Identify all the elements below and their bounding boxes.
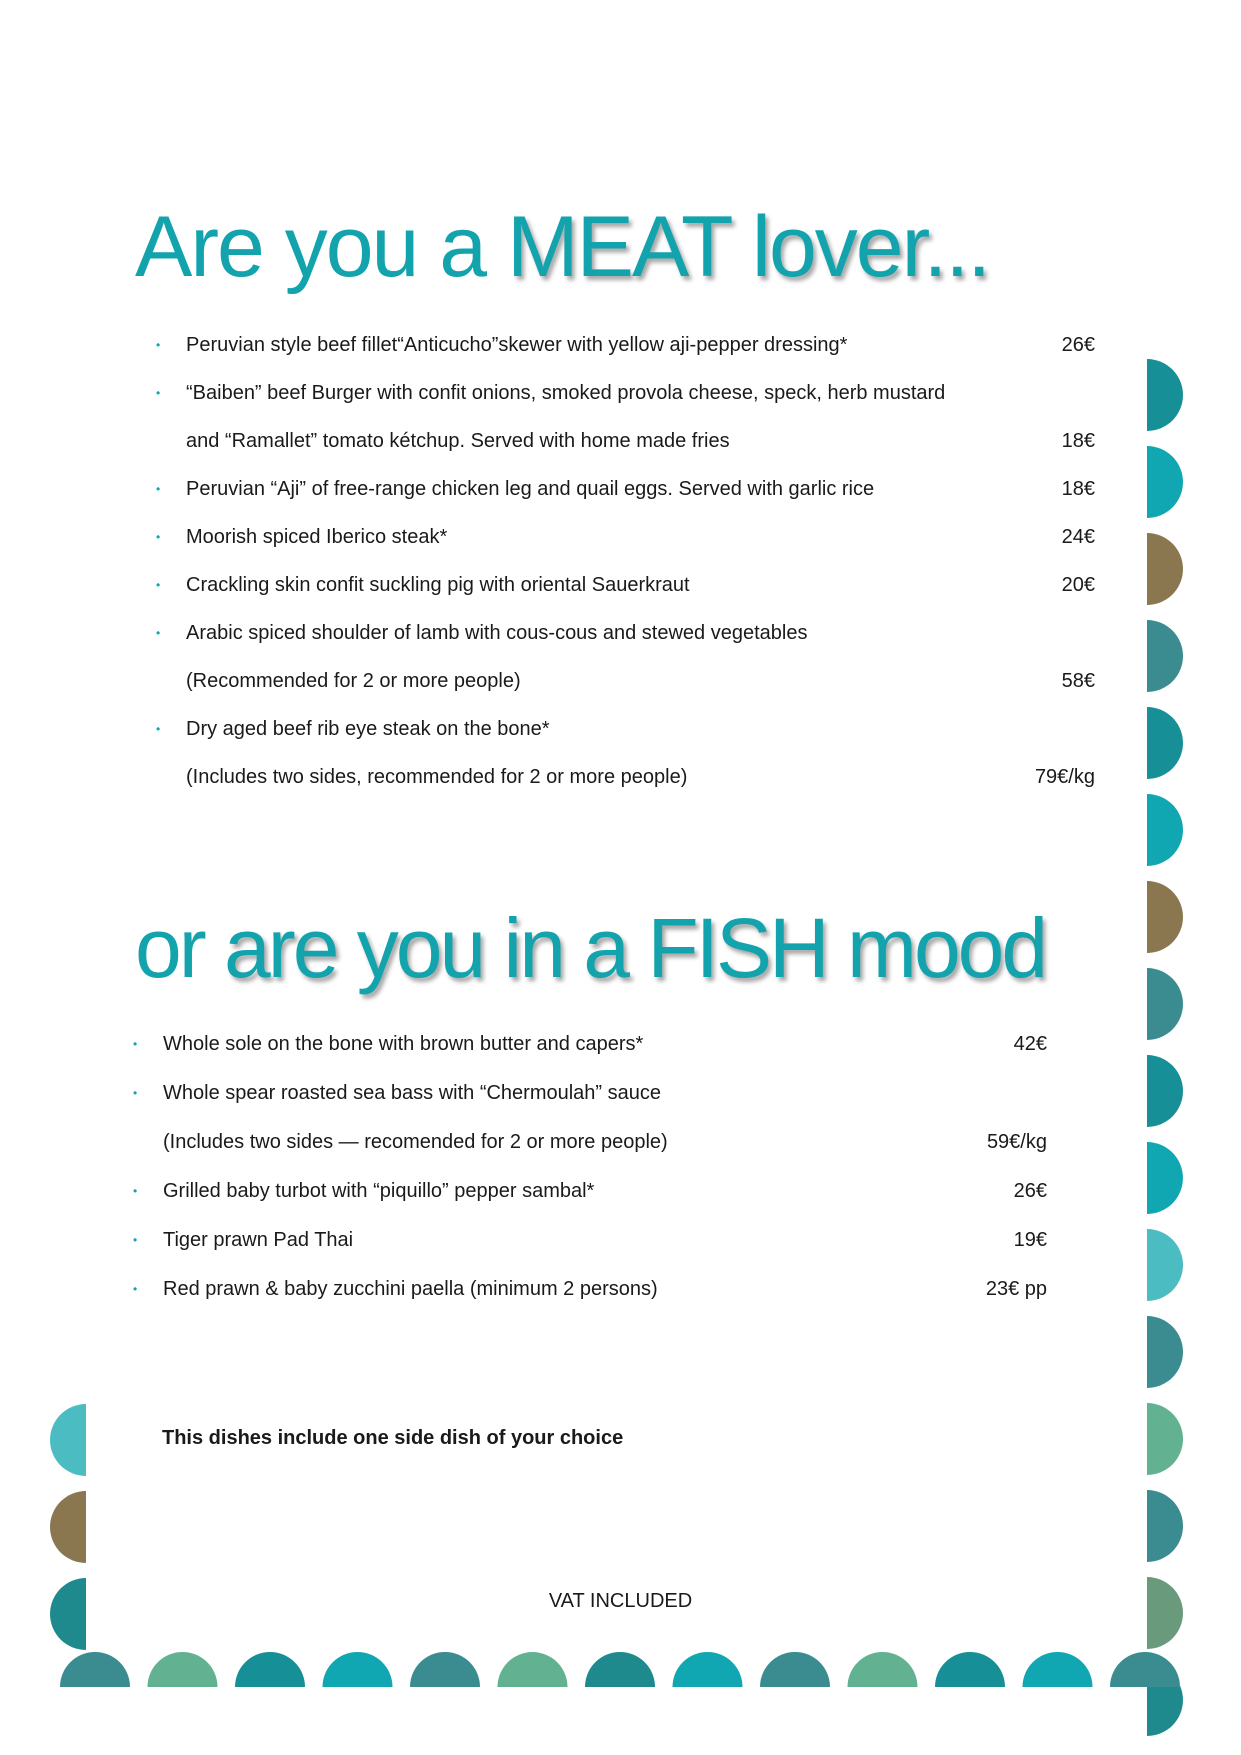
bullet-icon: • [133,1282,138,1296]
decor-half-circle [235,1652,305,1687]
decor-half-circle [1147,968,1183,1040]
menu-item-name: Grilled baby turbot with “piquillo” pepper sambal* [163,1180,595,1202]
decor-half-circle [50,1491,86,1563]
menu-item-name: Peruvian style beef fillet“Anticucho”skewer with yellow aji-pepper dressing* [186,334,848,356]
menu-item-name: (Includes two sides — recomended for 2 or more people) [163,1131,668,1153]
bullet-icon: • [156,578,161,592]
menu-item-price: 24€ [1061,526,1095,548]
meat-title-lead: Are you a [135,199,507,295]
decor-half-circle [1110,1652,1180,1687]
menu-item-price: 58€ [1061,670,1095,692]
menu-item-price: 18€ [1061,430,1095,452]
decor-half-circle [410,1652,480,1687]
decor-half-circle [1147,794,1183,866]
menu-item-name: (Includes two sides, recommended for 2 or more people) [186,766,688,788]
decor-half-circle [1147,1577,1183,1649]
menu-item-name: Peruvian “Aji” of free-range chicken leg and quail eggs. Served with garlic rice [186,478,875,500]
menu-item-name: Crackling skin confit suckling pig with oriental Sauerkraut [186,574,690,596]
menu-item-name: and “Ramallet” tomato kétchup. Served with home made fries [186,430,730,452]
decor-half-circle [1023,1652,1093,1687]
menu-item-name: Dry aged beef rib eye steak on the bone* [186,718,550,740]
bullet-icon: • [156,338,161,352]
bullet-icon: • [156,386,161,400]
side-dish-note: This dishes include one side dish of your choice [162,1427,624,1449]
decor-half-circle [585,1652,655,1687]
menu-item-name: Tiger prawn Pad Thai [163,1229,354,1251]
decor-half-circle [1147,620,1183,692]
decor-half-circle [1147,1142,1183,1214]
decor-half-circle [760,1652,830,1687]
bullet-icon: • [133,1233,138,1247]
decor-half-circle [1147,1055,1183,1127]
decor-half-circle [498,1652,568,1687]
decor-half-circle [1147,446,1183,518]
menu-item-price: 23€ pp [985,1278,1047,1300]
menu-item-price: 59€/kg [986,1131,1047,1153]
fish-title-lead: or [135,901,225,995]
menu-item-name: Moorish spiced Iberico steak* [186,526,448,548]
decor-half-circle [323,1652,393,1687]
menu-item-price: 18€ [1061,478,1095,500]
menu-item-price: 42€ [1013,1033,1047,1055]
bullet-icon: • [133,1086,138,1100]
meat-title-accent: MEAT lover... [507,199,990,295]
bullet-icon: • [133,1037,138,1051]
decor-half-circle [848,1652,918,1687]
menu-item-name: Red prawn & baby zucchini paella (minimum 2 persons) [163,1278,658,1300]
bullet-icon: • [156,626,161,640]
vat-notice: VAT INCLUDED [548,1590,693,1612]
decor-half-circle [50,1404,86,1476]
decor-half-circle [148,1652,218,1687]
decor-half-circle [1147,533,1183,605]
decor-half-circle [1147,1229,1183,1301]
bullet-icon: • [133,1184,138,1198]
menu-item-name: Whole spear roasted sea bass with “Chermoulah” sauce [163,1082,662,1104]
decor-half-circle [50,1578,86,1650]
menu-item-name: (Recommended for 2 or more people) [186,670,521,692]
decor-half-circle [1147,881,1183,953]
decor-half-circle [935,1652,1005,1687]
menu-item-price: 20€ [1061,574,1095,596]
bullet-icon: • [156,530,161,544]
decor-half-circle [1147,1316,1183,1388]
menu-item-price: 79€/kg [1034,766,1095,788]
menu-item-price: 19€ [1013,1229,1047,1251]
decor-half-circle [60,1652,130,1687]
menu-item-name: Whole sole on the bone with brown butter and capers* [163,1033,644,1055]
decor-half-circle [1147,359,1183,431]
menu-item-price: 26€ [1061,334,1095,356]
decor-half-circle [1147,1490,1183,1562]
menu-item-price: 26€ [1013,1180,1047,1202]
decor-half-circle [673,1652,743,1687]
menu-item-name: Arabic spiced shoulder of lamb with cous-cous and stewed vegetables [186,622,808,644]
decor-half-circle [1147,707,1183,779]
fish-title-accent: are you in a FISH mood [224,901,1046,995]
bullet-icon: • [156,482,161,496]
decor-half-circle [1147,1403,1183,1475]
bullet-icon: • [156,722,161,736]
menu-item-name: “Baiben” beef Burger with confit onions, smoked provola cheese, speck, herb mustard [186,382,946,404]
